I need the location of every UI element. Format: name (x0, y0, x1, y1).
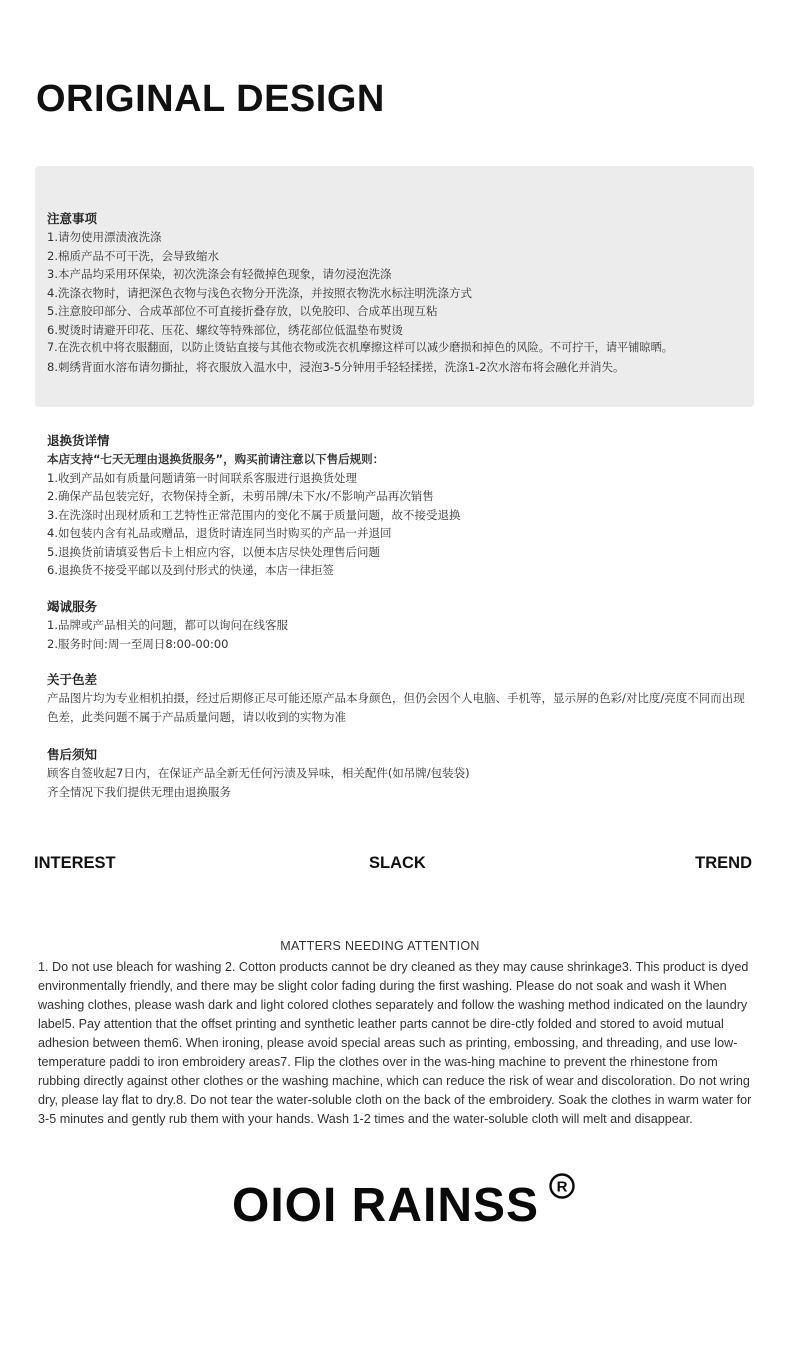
aftersale-item: 齐全情况下我们提供无理由退换服务 (47, 784, 231, 799)
returns-item: 4.如包装内含有礼品或赠品，退货时请连同当时购买的产品一并退回 (47, 526, 392, 540)
returns-item: 1.收到产品如有质量问题请第一时间联系客服进行退换货处理 (47, 470, 357, 485)
service-section (47, 598, 757, 653)
svg-text:R: R (556, 1178, 568, 1196)
slogan-left: INTEREST (34, 854, 116, 872)
returns-item: 3.在洗涤时出现材质和工艺特性正常范围内的变化不属于质量问题，故不接受退换 (47, 507, 461, 522)
care-item: 6.熨烫时请避开印花、压花、螺纹等特殊部位，绣花部位低温垫布熨烫 (47, 322, 403, 337)
service-heading: 竭诚服务 (47, 599, 98, 614)
slogan-right: TREND (695, 854, 752, 872)
registered-mark-icon (548, 1172, 576, 1200)
returns-subheading: 本店支持“七天无理由退换货服务”，购买前请注意以下售后规则： (47, 452, 385, 466)
care-item: 8.刺绣背面水溶布请勿撕扯，将衣服放入温水中，浸泡3-5分钟用手轻轻揉搓，洗涤1-2次水溶布将会融化并消失。 (47, 359, 625, 374)
brand-logo: OIOI RAINSS (232, 1179, 540, 1232)
care-item: 7.在洗衣机中将衣服翻面，以防止烫钻直接与其他衣物或洗衣机摩擦这样可以减少磨损和掉色的风险。不可拧干，请平铺晾晒。 (47, 341, 673, 354)
care-item: 3.本产品均采用环保染，初次洗涤会有轻微掉色现象，请勿浸泡洗涤 (47, 267, 392, 281)
color-diff-text: 产品图片均为专业相机拍摄，经过后期修正尽可能还原产品本身颜色，但仍会因个人电脑、手机等，显示屏的色彩/对比度/亮度不同而出现色差，此类问题不属于产品质量问题，请以收到的实物为准 (47, 691, 745, 724)
returns-item: 6.退换货不接受平邮以及到付形式的快递，本店一律拒签 (47, 563, 334, 577)
slogan-center: SLACK (369, 854, 426, 872)
returns-item: 5.退换货前请填妥售后卡上相应内容，以便本店尽快处理售后问题 (47, 544, 380, 559)
color-diff-heading: 关于色差 (47, 672, 98, 687)
service-item: 2.服务时间:周一至周日8:00-00:00 (47, 636, 229, 651)
aftersale-item: 顾客自签收起7日内，在保证产品全新无任何污渍及异味，相关配件(如吊牌/包装袋) (47, 766, 470, 780)
aftersale-section (47, 746, 757, 801)
care-item: 2.棉质产品不可干洗，会导致缩水 (47, 248, 219, 263)
page-title: ORIGINAL DESIGN (36, 78, 385, 120)
care-notice-heading: 注意事项 (47, 211, 98, 226)
matters-heading: MATTERS NEEDING ATTENTION (280, 939, 480, 953)
care-notice-panel (35, 166, 754, 407)
returns-section (47, 432, 757, 580)
service-item: 1.品牌或产品相关的问题，都可以询问在线客服 (47, 618, 288, 632)
returns-item: 2.确保产品包装完好，衣物保持全新，未剪吊牌/未下水/不影响产品再次销售 (47, 489, 434, 503)
care-item: 4.洗涤衣物时，请把深色衣物与浅色衣物分开洗涤，并按照衣物洗水标注明洗涤方式 (47, 285, 472, 300)
slogan-row (34, 854, 752, 876)
returns-heading: 退换货详情 (47, 433, 110, 448)
matters-body: 1. Do not use bleach for washing 2. Cotton products cannot be dry cleaned as they may cause shrinkage3. This product is dyed environmentally friendly, and there may be slight color fading during the first washing. Please do not soak and wash it When washing clothes, please wash dark and light colored clothes separately and follow the washing method indicated on the laundry label5. Pay attention that the offset printing and synthetic leather parts cannot be dire-ctly folded and stored to avoid mutual adhesion between them6. When ironing, please avoid special areas such as printing, embossing, and threading, and use low-temperature paddi to iron embroidery areas7. Flip the clothes over in the was-hing machine to prevent the rhinestone from rubbing directly against other clothes or the washing machine, which can reduce the risk of wear and discoloration. Do not wring dry, please lay flat to dry.8. Do not tear the water-soluble cloth on the back of the embroidery. Soak the clothes in warm water for 3-5 minutes and gently rub them with your hands. Wash 1-2 times and the water-soluble cloth will melt and disappear. (38, 960, 752, 1126)
aftersale-heading: 售后须知 (47, 747, 98, 762)
care-item: 5.注意胶印部分、合成革部位不可直接折叠存放，以免胶印、合成革出现互粘 (47, 304, 438, 318)
color-diff-section (47, 671, 757, 726)
care-item: 1.请勿使用漂渍液洗涤 (47, 230, 162, 244)
